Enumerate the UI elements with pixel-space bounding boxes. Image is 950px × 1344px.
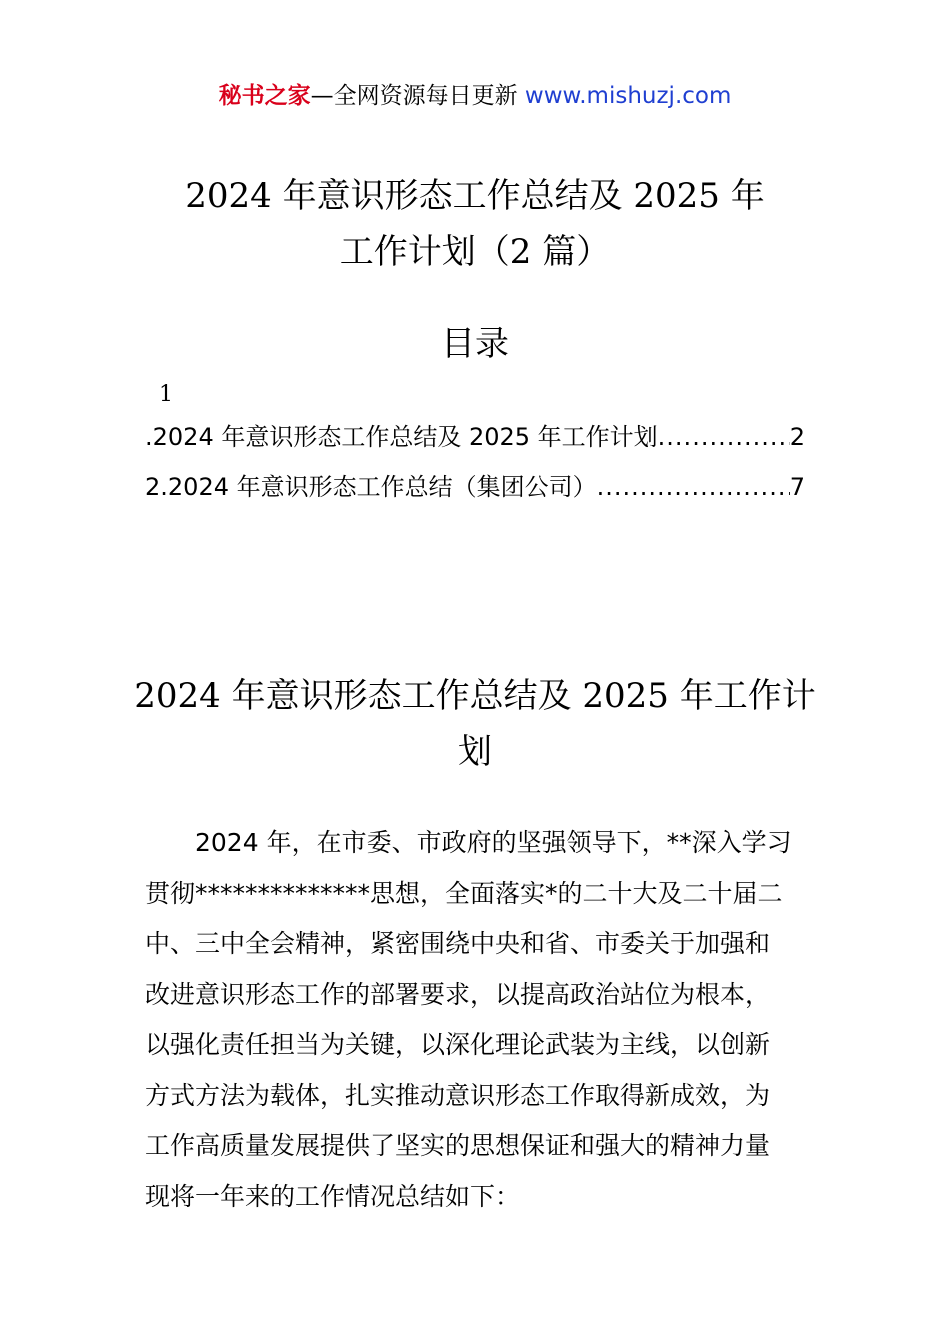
paragraph-line: 以强化责任担当为关键，以深化理论武装为主线，以创新 (145, 1030, 771, 1059)
paragraph-line: 改进意识形态工作的部署要求，以提高政治站位为根本， (145, 979, 771, 1009)
table-of-contents (145, 378, 805, 512)
toc-entry-page: 2 (789, 423, 805, 451)
toc-entry-2[interactable] (145, 462, 805, 512)
section-title (0, 668, 950, 780)
toc-entry-title: .2024 年意识形态工作总结及 2025 年工作计划 (145, 423, 658, 451)
paragraph-line: 现将一年来的工作情况总结如下： (145, 1181, 521, 1211)
site-header (0, 80, 950, 112)
site-slogan: —全网资源每日更新 (310, 83, 525, 109)
paragraph-line: 中、三中全会精神，紧密围绕中央和省、市委关于加强和 (145, 929, 771, 958)
body-paragraph (145, 818, 807, 1222)
paragraph-line: 工作高质量发展提供了坚实的思想保证和强大的精神力量 (145, 1131, 771, 1160)
section-title-line-2: 划 (458, 732, 492, 772)
site-url-link[interactable]: www.mishuzj.com (524, 83, 732, 109)
toc-entry-page: 7 (789, 473, 805, 501)
document-title (0, 168, 950, 280)
toc-entry-1[interactable] (145, 412, 805, 462)
toc-number-fragment: 1 (159, 382, 173, 407)
paragraph-line: 2024 年，在市委、市政府的坚强领导下，**深入学习 (195, 828, 792, 857)
site-brand: 秘书之家 (218, 83, 311, 109)
toc-leader-dots (597, 462, 790, 512)
document-title-line-2: 工作计划（2 篇） (339, 232, 611, 272)
document-title-line-1: 2024 年意识形态工作总结及 2025 年 (185, 176, 765, 216)
paragraph-line: 贯彻**************思想，全面落实*的二十大及二十届二 (145, 878, 783, 908)
toc-leader-dots (658, 412, 790, 462)
paragraph-line: 方式方法为载体，扎实推动意识形态工作取得新成效，为 (145, 1080, 771, 1110)
toc-heading: 目录 (441, 324, 509, 364)
section-title-line-1: 2024 年意识形态工作总结及 2025 年工作计 (134, 676, 816, 716)
toc-entry-title: 2.2024 年意识形态工作总结（集团公司） (145, 473, 597, 501)
